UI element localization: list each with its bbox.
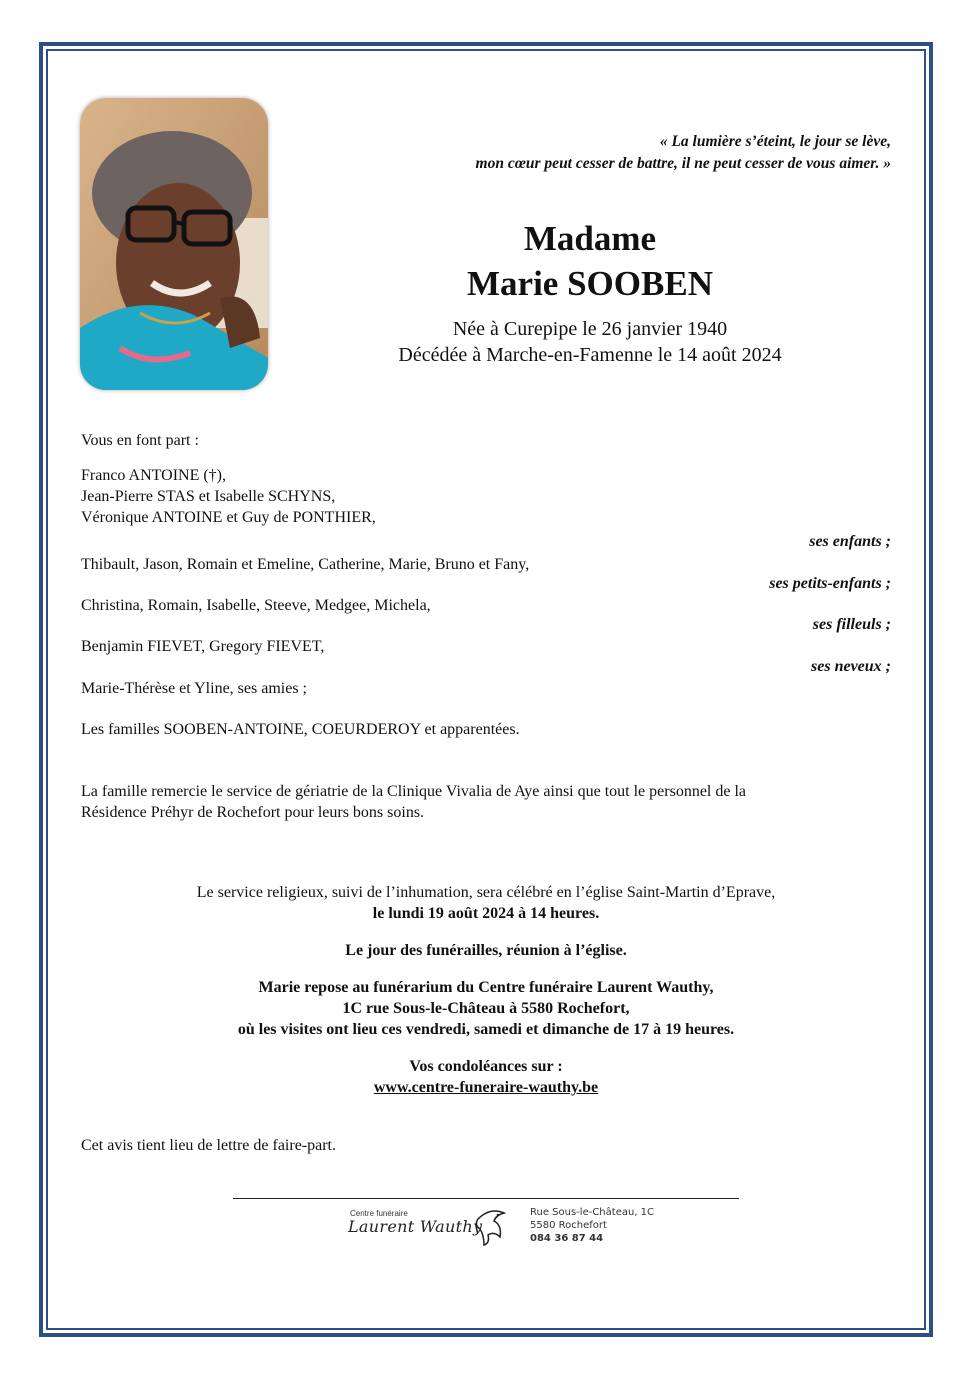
service-paragraph	[60, 882, 912, 924]
grandchildren-list: Thibault, Jason, Romain et Emeline, Catherine, Marie, Bruno et Fany,	[81, 556, 530, 573]
portrait-photo	[80, 98, 268, 390]
funerarium-paragraph	[60, 977, 912, 1040]
thanks-paragraph	[81, 781, 746, 823]
funeral-home-logo	[340, 1203, 660, 1249]
service-date: le lundi 19 août 2024 à 14 heures.	[372, 905, 600, 922]
families-line: Les familles SOOBEN-ANTOINE, COEURDEROY et apparentées.	[81, 721, 520, 738]
honorific-title: Madame	[523, 219, 657, 258]
nephews-list: Benjamin FIEVET, Gregory FIEVET,	[81, 638, 325, 655]
godchildren-list: Christina, Romain, Isabelle, Steeve, Medgee, Michela,	[81, 597, 431, 614]
funerarium-line-2: 1C rue Sous-le-Château à 5580 Rochefort,	[342, 1000, 630, 1017]
child-name: Franco ANTOINE (†),	[81, 467, 227, 484]
logo-script-text: Laurent Wauthy	[348, 1217, 483, 1236]
phone-number: 084 36 87 44	[530, 1233, 604, 1244]
thanks-line-2: Résidence Préhyr de Rochefort pour leurs bons soins.	[81, 804, 425, 821]
condolences-block	[60, 1056, 912, 1098]
dove-icon	[472, 1205, 512, 1247]
thanks-line-1: La famille remercie le service de gériatrie de la Clinique Vivalia de Aye ainsi que tout le personnel de la	[81, 783, 747, 800]
child-name: Jean-Pierre STAS et Isabelle SCHYNS,	[81, 488, 336, 505]
address-line-1: Rue Sous-le-Château, 1C	[530, 1207, 655, 1218]
footer-divider	[233, 1198, 739, 1199]
epitaph-quote	[476, 131, 891, 175]
funeral-home-address	[530, 1206, 654, 1245]
closing-line: Cet avis tient lieu de lettre de faire-part.	[81, 1137, 336, 1154]
quote-line-1: « La lumière s’éteint, le jour se lève,	[659, 133, 891, 150]
birth-line: Née à Curepipe le 26 janvier 1940	[452, 318, 728, 340]
nephews-role: ses neveux ;	[811, 658, 891, 675]
child-name: Véronique ANTOINE et Guy de PONTHIER,	[81, 509, 376, 526]
announce-intro: Vous en font part :	[81, 432, 199, 449]
condolences-link[interactable]: www.centre-funeraire-wauthy.be	[373, 1079, 599, 1096]
friends-line: Marie-Thérèse et Yline, ses amies ;	[81, 680, 307, 697]
service-line-1: Le service religieux, suivi de l’inhumation, sera célébré en l’église Saint-Martin d’Eprave,	[196, 884, 776, 901]
logo-small-text: Centre funéraire	[350, 1209, 408, 1218]
grandchildren-role: ses petits-enfants ;	[769, 575, 891, 592]
condolences-label: Vos condoléances sur :	[409, 1058, 563, 1075]
godchildren-role: ses filleuls ;	[812, 616, 891, 633]
funerarium-line-1: Marie repose au funérarium du Centre funéraire Laurent Wauthy,	[258, 979, 714, 996]
children-role: ses enfants ;	[809, 533, 891, 550]
deceased-name: Marie SOOBEN	[467, 264, 713, 303]
gathering-line: Le jour des funérailles, réunion à l’église.	[345, 942, 627, 959]
death-line: Décédée à Marche-en-Famenne le 14 août 2024	[398, 344, 782, 366]
birth-death-dates	[330, 316, 850, 368]
funerarium-line-3: où les visites ont lieu ces vendredi, samedi et dimanche de 17 à 19 heures.	[237, 1021, 735, 1038]
quote-line-2: mon cœur peut cesser de battre, il ne peut cesser de vous aimer. »	[475, 155, 891, 172]
address-line-2: 5580 Rochefort	[530, 1220, 607, 1231]
children-list	[81, 465, 376, 528]
